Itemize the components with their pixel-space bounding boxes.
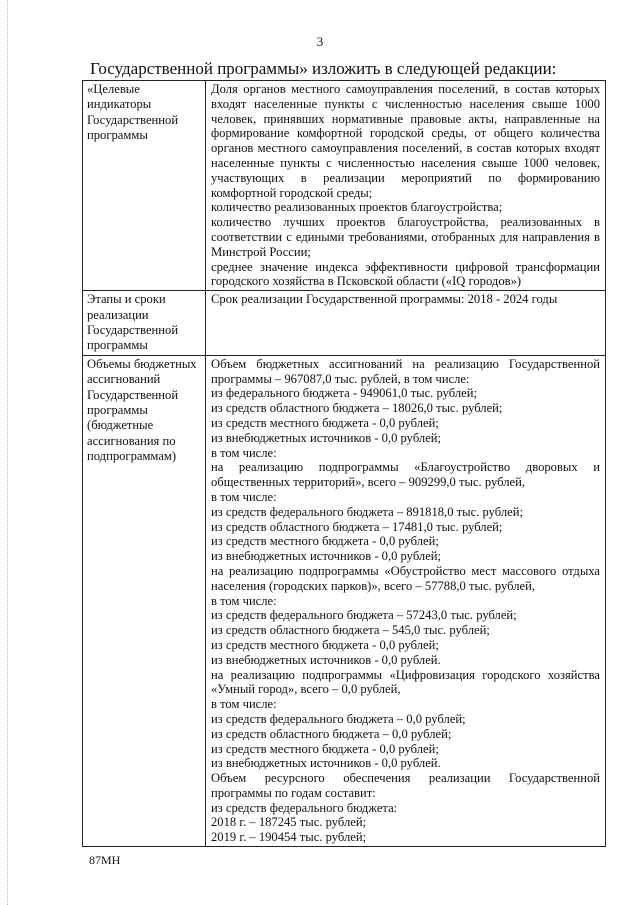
text-line: на реализацию подпрограммы «Цифровизация городского хозяйства «Умный город», всего – 0,0 рублей, (211, 667, 600, 697)
row-content (206, 291, 605, 355)
table-row-stages (83, 290, 605, 355)
text-line: количество лучших проектов благоустройства, реализованных в соответствии с едиными требованиями, отобранных для направления в Минстрой России; (211, 215, 600, 259)
row-content (206, 81, 605, 290)
text-line: из средств местного бюджета - 0,0 рублей; (211, 534, 439, 549)
text-line: среднее значение индекса эффективности цифровой трансформации городского хозяйства в Псковской области («IQ городов») (211, 259, 600, 289)
passport-table (82, 80, 606, 847)
text-line: Доля органов местного самоуправления поселений, в состав которых входят населенные пункты с численностью населения свыше 1000 человек, принявших нормативные правовые акты, направленные на формирование комфортной городской среды, от общего количества органов местного самоуправления поселений, в состав которых входят населенные пункты с численностью населения свыше 1000 человек, участвующих в реализации мероприятий по формированию комфортной городской среды; (211, 82, 600, 200)
text-line: из внебюджетных источников - 0,0 рублей. (211, 652, 441, 667)
text-line: 2018 г. – 187245 тыс. рублей; (211, 815, 367, 830)
text-line: на реализацию подпрограммы «Обустройство мест массового отдыха населения (городских парков)», всего – 57788,0 тыс. рублей, (211, 563, 600, 593)
text-line: Срок реализации Государственной программы: 2018 - 2024 годы (211, 292, 558, 307)
text-line: из внебюджетных источников - 0,0 рублей. (211, 756, 441, 771)
text-line: из средств областного бюджета – 18026,0 тыс. рублей; (211, 401, 503, 416)
row-content (206, 356, 605, 846)
text-line: из внебюджетных источников - 0,0 рублей; (211, 430, 442, 445)
section-heading: Государственной программы» изложить в следующей редакции: (90, 59, 557, 78)
row-label: Этапы и сроки реализации Государственной программы (83, 291, 206, 355)
text-line: из средств областного бюджета – 17481,0 тыс. рублей; (211, 519, 503, 534)
text-line: количество реализованных проектов благоустройства; (211, 200, 503, 215)
text-line: в том числе: (211, 445, 277, 460)
row-label: «Целевые индикаторы Государственной программы (83, 81, 206, 290)
text-line: в том числе: (211, 593, 277, 608)
text-line: Объем бюджетных ассигнований на реализацию Государственной программы – 967087,0 тыс. рублей, в том числе: (211, 356, 600, 386)
text-line: из средств местного бюджета - 0,0 рублей; (211, 637, 439, 652)
scan-binding-edge (7, 0, 8, 905)
text-line: в том числе: (211, 697, 277, 712)
text-line: в том числе: (211, 489, 277, 504)
table-row-budget (83, 355, 605, 846)
text-line: из средств местного бюджета - 0,0 рублей; (211, 415, 439, 430)
page-number: 3 (316, 34, 324, 49)
table-row-indicators (83, 81, 605, 290)
text-line: на реализацию подпрограммы «Благоустройство дворовых и общественных территорий», всего – 909299,0 тыс. рублей, (211, 460, 600, 490)
text-line: Объем ресурсного обеспечения реализации Государственной программы по годам составит: (211, 771, 600, 800)
text-line: из внебюджетных источников - 0,0 рублей; (211, 549, 442, 564)
text-line: из средств областного бюджета – 0,0 рублей; (211, 726, 452, 741)
text-line: из средств федерального бюджета – 891818,0 тыс. рублей; (211, 504, 523, 519)
text-line: из средств федерального бюджета: (211, 800, 398, 815)
text-line: из средств местного бюджета - 0,0 рублей; (211, 741, 439, 756)
text-line: из средств федерального бюджета – 0,0 рублей; (211, 711, 466, 726)
document-code: 87МН (89, 853, 121, 867)
text-line: из средств областного бюджета – 545,0 тыс. рублей; (211, 623, 490, 638)
text-line: 2019 г. – 190454 тыс. рублей; (211, 830, 367, 845)
text-line: из федерального бюджета - 949061,0 тыс. рублей; (211, 386, 477, 401)
row-label: Объемы бюджетных ассигнований Государственной программы (бюджетные ассигнования по подпрограммам) (83, 356, 206, 846)
text-line: из средств федерального бюджета – 57243,0 тыс. рублей; (211, 608, 517, 623)
